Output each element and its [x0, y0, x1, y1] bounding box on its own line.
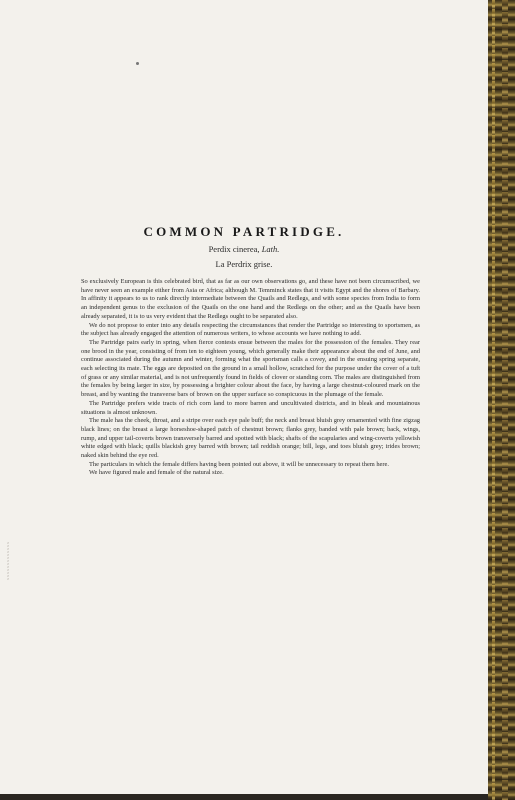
paragraph: The particulars in which the female differs having been pointed out above, it will be unnecessary to repeat them here.	[89, 460, 389, 468]
ink-speck	[136, 62, 139, 65]
paragraph: We do not propose to enter into any details respecting the circumstances that render the Partridge so interesting to sportsmen, as the subject has already engaged the attention of numerous writers, to whose accounts we have nothing to add.	[81, 321, 420, 338]
margin-note: x x x x x x x x x x x x x	[5, 542, 10, 580]
french-name: La Perdrix grise.	[215, 259, 273, 269]
gilt-binding-edge	[488, 0, 515, 800]
paragraph: The Partridge pairs early in spring, when fierce contests ensue between the males for the possession of the females. They rear one brood in the year, consisting of from ten to eighteen young, which generally make their appearance about the end of June, and continue associated during the autumn and winter, forming what the sportsman calls a covey, and in the ensuing spring separate, each selecting its mate. The eggs are deposited on the ground in a small hollow, scratched for the purpose under the cover of a tuft of grass or any similar material, and is not unfrequently found in fields of clover or standing corn. The males are distinguished from the females by being larger in size, by possessing a brighter colour about the face, by having a large chestnut-coloured mark on the breast, and by wanting the transverse bars of brown on the upper surface so conspicuous in the plumage of the female.	[81, 338, 420, 399]
paragraph: We have figured male and female of the natural size.	[89, 469, 224, 477]
page-title: COMMON PARTRIDGE.	[143, 224, 345, 239]
paragraph: So exclusively European is this celebrated bird, that as far as our own observations go, and these have not been circumscribed, we have never seen an example either from Asia or Africa; although M. Temminck states that it visits Egypt and the shores of Barbary. In affinity it appears to us to rank directly intermediate between the Quails and Redlegs, and with some species from India to form an independent genus to the exclusion of the Quails on the one hand and the Redlegs on the other; and as the Quails have been already separated, it is to us very evident that the Redlegs ought to be separated also.	[81, 278, 420, 320]
authority: Lath.	[261, 244, 280, 254]
paragraph: The male has the cheek, throat, and a stripe over each eye pale buff; the neck and breast bluish grey ornamented with fine zigzag black lines; on the breast a large horseshoe-shaped patch of chestnut brown; flanks grey, banded with pale brown; back, wings, rump, and upper tail-coverts brown transversely barred and spotted with black; shafts of the scapularies and wing-coverts yellowish white edged with black; quills blackish grey barred with brown; tail reddish orange; bill, legs, and toes bluish grey; irides brown; naked skin behind the eye red.	[81, 417, 420, 460]
latin-name: Perdix cinerea,	[208, 244, 260, 254]
paragraph: The Partridge prefers wide tracts of rich corn land to more barren and uncultivated districts, and in bleak and mountainous situations is almost unknown.	[81, 399, 420, 416]
body-text	[81, 278, 420, 478]
latin-name-line	[0, 244, 488, 254]
page-bottom-edge	[0, 794, 488, 800]
